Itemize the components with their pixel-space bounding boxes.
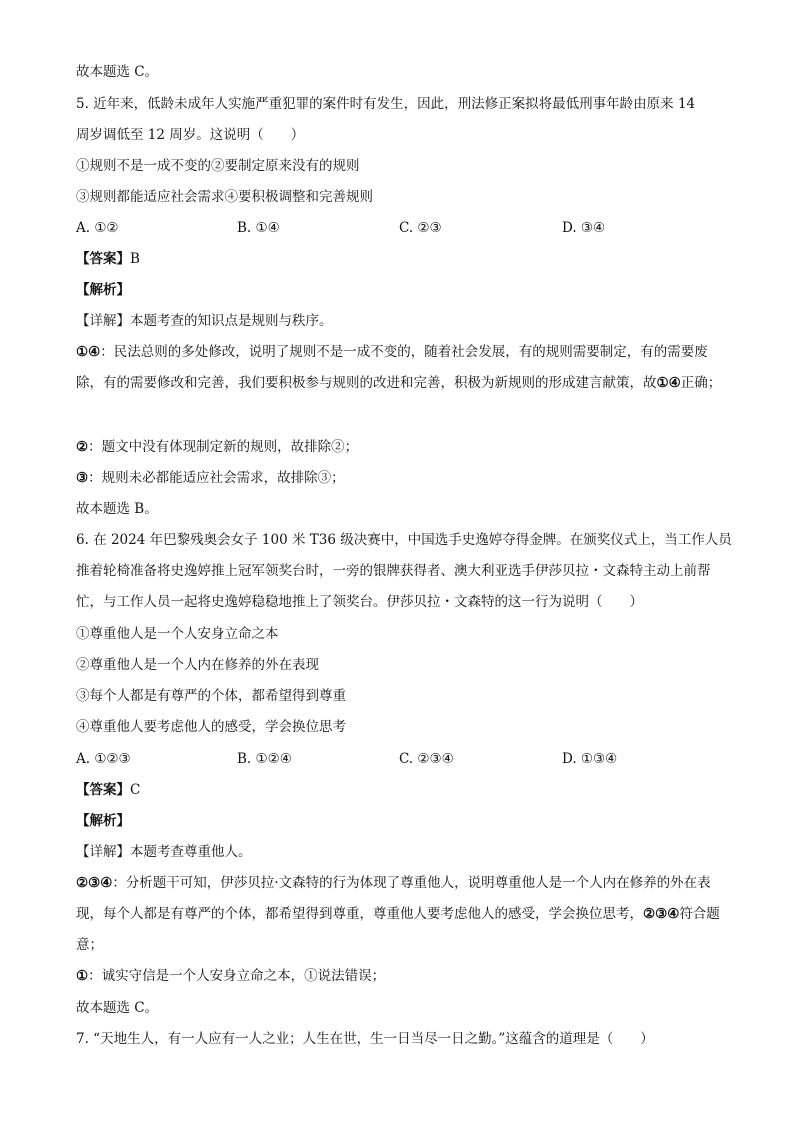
- q5-explanation-1: [76, 337, 734, 399]
- q5-option-c: C. ②③: [399, 220, 442, 236]
- q5-explanation-2: ②：题文中没有体现制定新的规则，故排除②；: [76, 439, 359, 455]
- q5-options: [76, 219, 736, 237]
- q6-option-a: A. ①②③: [76, 751, 131, 767]
- explanation-number: ①④: [76, 344, 101, 360]
- detail-tag: 【详解】: [76, 313, 130, 329]
- q5-option-d: D. ③④: [562, 220, 606, 236]
- q5-explanation-3: ③：规则未必都能适应社会需求，故排除③；: [76, 470, 345, 486]
- conclusion-q6: 故本题选 C。: [76, 1000, 159, 1016]
- conclusion-q4: 故本题选 C。: [76, 64, 159, 80]
- q6-statement-4: ④尊重他人要考虑他人的感受，学会换位思考: [76, 719, 346, 735]
- answer-value: B: [130, 251, 140, 267]
- q6-analysis-tag: 【解析】: [76, 813, 130, 829]
- q6-option-c: C. ②③④: [399, 751, 454, 767]
- q6-options: [76, 750, 736, 768]
- q6-detail: 【详解】本题考查尊重他人。: [76, 844, 252, 860]
- q6-option-b: B. ①②④: [237, 751, 292, 767]
- q6-statement-1: ①尊重他人是一个人安身立命之本: [76, 626, 279, 642]
- q5-stem-line2: 周岁调低至 12 周岁。这说明（ ）: [76, 127, 305, 143]
- q6-statement-2: ②尊重他人是一个人内在修养的外在表现: [76, 657, 319, 673]
- q6-stem: 6. 在 2024 年巴黎残奥会女子 100 米 T36 级决赛中，中国选手史逸婷夺得金牌。在颁奖仪式上，当工作人员推着轮椅准备将史逸婷推上冠军领奖台时，一旁的银牌获得者、澳大利亚选手伊莎贝拉・文森特主动上前帮忙，与工作人员一起将史逸婷稳稳地推上了领奖台。伊莎贝拉・文森特的这一行为说明（ ）: [76, 532, 732, 610]
- explanation-number: ①④: [656, 375, 681, 391]
- q6-option-d: D. ①③④: [562, 751, 618, 767]
- q6-explanation-1: ②③④：分析题干可知，伊莎贝拉·文森特的行为体现了尊重他人，说明尊重他人是一个人内在修养的外在表现，每个人都是有尊严的个体，都希望得到尊重，尊重他人要考虑他人的感受，学会换位思考，②③④符合题意；: [76, 875, 720, 953]
- conclusion-q5: 故本题选 B。: [76, 501, 158, 517]
- q6-answer: 【答案】C: [76, 782, 141, 798]
- explanation-text: ：民法总则的多处修改，说明了规则不是一成不变的，随着社会发展，有的规则需要制定，有的需要废除，有的需要修改和完善，我们要积极参与规则的改进和完善，积极为新规则的形成建言献策，故: [76, 344, 708, 391]
- q5-answer: [76, 250, 734, 268]
- q5-stem-line1: 5. 近年来，低龄未成年人实施严重犯罪的案件时有发生，因此，刑法修正案拟将最低刑事年龄由原来 14: [76, 96, 696, 112]
- q5-detail: [76, 312, 734, 330]
- q5-statement-2: ③规则都能适应社会需求④要积极调整和完善规则: [76, 189, 373, 205]
- detail-text: 本题考查的知识点是规则与秩序。: [130, 313, 333, 329]
- q6-statement-3: ③每个人都是有尊严的个体，都希望得到尊重: [76, 688, 346, 704]
- q7-stem: 7. “天地生人，有一人应有一人之业；人生在世，生一日当尽一日之勤。”这蕴含的道理是（ ）: [76, 1031, 654, 1047]
- q5-statement-1: ①规则不是一成不变的②要制定原来没有的规则: [76, 158, 360, 174]
- q5-option-b: B. ①④: [237, 220, 280, 236]
- explanation-text: 正确；: [680, 375, 722, 391]
- answer-tag: 【答案】: [76, 251, 130, 267]
- q5-option-a: A. ①②: [76, 220, 119, 236]
- q6-explanation-2: ①：诚实守信是一个人安身立命之本，①说法错误；: [76, 968, 386, 984]
- q5-analysis-tag: 【解析】: [76, 282, 130, 298]
